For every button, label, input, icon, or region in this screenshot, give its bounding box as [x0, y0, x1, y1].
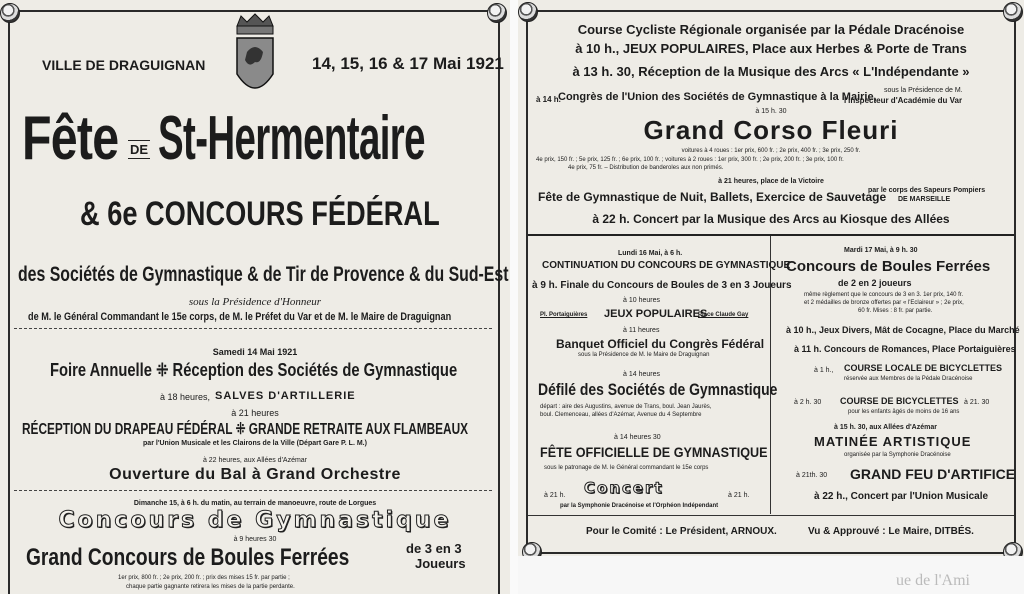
presidence-line: de M. le Général Commandant le 15e corps, de M. le Préfet du Var et de M. le Maire de Draguignan: [28, 311, 452, 323]
lundi-finale: à 9 h. Finale du Concours de Boules de 3 en 3 Joueurs: [532, 280, 792, 291]
prix-line-2: chaque partie gagnante retirera les mises de la partie perdante.: [126, 584, 295, 590]
mardi-final-concert: à 22 h., Concert par l'Union Musicale: [814, 491, 989, 502]
ball-ornament-icon: [0, 3, 20, 23]
lundi-concert-left: à 21 h.: [544, 492, 566, 499]
salves-time: à 18 heures,: [160, 392, 211, 402]
boules-title: Grand Concours de Boules Ferrées: [26, 544, 350, 571]
divider: [14, 490, 492, 491]
mardi-course2: COURSE DE BICYCLETTES: [840, 396, 959, 406]
bal-time: à 22 heures, aux Allées d'Azémar: [202, 457, 308, 464]
nuit-time: à 21 heures, place de la Victoire: [718, 178, 824, 185]
subtitle-societies: des Sociétés de Gymnastique & de Tir de Provence & du Sud-Est: [18, 263, 509, 286]
mardi-regl-2: et 2 médailles de bronze offertes par « l'Eclaireur » ; 2e prix,: [804, 300, 964, 306]
prix-line-1: 1er prix, 800 fr. ; 2e prix, 200 fr. ; prix des mises 15 fr. par partie ;: [118, 575, 290, 581]
title-saint: St-Hermentaire: [158, 104, 425, 173]
mardi-course2-right: à 21. 30: [964, 399, 990, 406]
musique-arcs-line: à 13 h. 30, Réception de la Musique des Arcs « L'Indépendante »: [572, 64, 970, 79]
samedi-date: Samedi 14 Mai 1921: [212, 347, 298, 357]
lundi-defile-sub-1: départ : aire des Augustins, avenue de Trans, boul. Jean Jaurès,: [540, 404, 712, 410]
column-divider: [770, 236, 771, 514]
foire-line: Foire Annuelle ⁜ Réception des Sociétés de Gymnastique: [50, 360, 458, 380]
lundi-t1430: à 14 heures 30: [614, 434, 661, 441]
title-fete: Fête: [22, 104, 119, 173]
boules-side-1: de 3 en 3: [406, 541, 462, 556]
congres-time: à 14 h.: [536, 95, 561, 104]
dimanche-line: Dimanche 15, à 6 h. du matin, au terrain de manoeuvre, route de Lorgues: [133, 500, 377, 507]
lundi-t11: à 11 heures: [623, 327, 660, 334]
mardi-boules: Concours de Boules Ferrées: [786, 258, 991, 275]
corso-prix-1: voitures à 4 roues : 1er prix, 600 fr. ; 2e prix, 400 fr. ; 3e prix, 250 fr.: [681, 148, 861, 154]
boules-time: à 9 heures 30: [233, 536, 277, 543]
page-gutter: [510, 0, 518, 594]
bleed-through-text: ue de l'Ami: [896, 572, 970, 589]
concert-kiosque-line: à 22 h. Concert par la Musique des Arcs au Kiosque des Allées: [592, 212, 950, 226]
event-dates: 14, 15, 16 & 17 Mai 1921: [312, 54, 504, 73]
city-name: VILLE DE DRAGUIGNAN: [42, 57, 206, 73]
footer-president: Pour le Comité : Le Président, ARNOUX.: [586, 526, 777, 537]
presidence-heading: sous la Présidence d'Honneur: [188, 296, 322, 308]
lundi-concert-title: Concert: [584, 479, 664, 497]
mardi-date: Mardi 17 Mai, à 9 h. 30: [844, 247, 918, 254]
lundi-concert-right: à 21 h.: [728, 492, 750, 499]
lundi-continuation: CONTINUATION DU CONCOURS DE GYMNASTIQUE: [542, 260, 791, 271]
course-cycliste: Course Cycliste Régionale organisée par la Pédale Dracénoise: [577, 22, 965, 37]
divider: [528, 515, 1014, 516]
mardi-matinee-sub: organisée par la Symphonie Dracénoise: [844, 452, 951, 458]
lundi-fete-sub: sous le patronage de M. le Général commandant le 15e corps: [544, 465, 709, 471]
lundi-t14: à 14 heures: [623, 371, 660, 378]
mardi-course-sub: réservée aux Membres de la Pédale Dracénoise: [844, 376, 973, 382]
corso-title: Grand Corso Fleuri: [643, 115, 899, 145]
reception-time: à 21 heures: [231, 408, 279, 418]
congres-line: Congrès de l'Union des Sociétés de Gymnastique à la Mairie,: [558, 91, 877, 103]
lundi-t10: à 10 heures: [623, 297, 660, 304]
concours-gymnastique-title: Concours de Gymnastique: [58, 508, 452, 533]
title-concours: & 6e CONCOURS FÉDÉRAL: [80, 195, 440, 233]
ball-ornament-icon: [1003, 2, 1023, 22]
mardi-course-time: à 1 h.,: [814, 367, 834, 374]
lundi-banquet-sub: sous la Présidence de M. le Maire de Draguignan: [578, 352, 710, 358]
mardi-divers: à 10 h., Jeux Divers, Mât de Cocagne, Place du Marché: [786, 325, 1020, 335]
lundi-concert-sub: par la Symphonie Dracénoise et l'Orphéon Indépendant: [560, 503, 719, 509]
title-de: DE: [130, 142, 149, 157]
lundi-banquet: Banquet Officiel du Congrès Fédéral: [556, 337, 765, 351]
mardi-matinee: MATINÉE ARTISTIQUE: [814, 434, 972, 449]
lundi-jeux: JEUX POPULAIRES: [604, 308, 708, 320]
coat-of-arms-icon: [233, 12, 277, 102]
mardi-boules-sub: de 2 en 2 joueurs: [838, 278, 912, 288]
congres-sub-2: l'Inspecteur d'Académie du Var: [844, 96, 963, 105]
lundi-date: Lundi 16 Mai, à 6 h.: [618, 250, 683, 257]
mardi-matinee-time: à 15 h. 30, aux Allées d'Azémar: [834, 424, 937, 431]
corso-time: à 15 h. 30: [755, 108, 787, 115]
congres-sub-1: sous la Présidence de M.: [884, 87, 963, 94]
lundi-fete-officielle: FÊTE OFFICIELLE DE GYMNASTIQUE: [540, 444, 768, 460]
ball-ornament-icon: [487, 3, 507, 23]
mardi-regl-1: même règlement que le concours de 3 en 3. 1er prix, 140 fr.: [804, 292, 964, 298]
divider: [14, 328, 492, 329]
nuit-sub-1: par le corps des Sapeurs Pompiers: [868, 187, 986, 194]
mardi-course2-left: à 2 h. 30: [794, 399, 822, 406]
footer-maire: Vu & Approuvé : Le Maire, DITBÉS.: [808, 526, 974, 537]
mardi-feu-time: à 21th. 30: [796, 472, 828, 479]
salves-line: SALVES D'ARTILLERIE: [215, 390, 356, 402]
left-poster-page: [0, 0, 510, 594]
mardi-course: COURSE LOCALE DE BICYCLETTES: [844, 363, 1003, 373]
right-poster-page: [518, 0, 1024, 594]
lundi-jeux-left: Pl. Portaiguières: [540, 312, 588, 318]
nuit-line: Fête de Gymnastique de Nuit, Ballets, Exercice de Sauvetage: [538, 190, 887, 204]
boules-side-2: Joueurs: [415, 556, 466, 571]
lundi-defile-sub-2: boul. Clemenceau, allées d'Azémar, Avenue du 4 Septembre: [540, 412, 702, 418]
mardi-romances: à 11 h. Concours de Romances, Place Portaiguières: [794, 344, 1016, 354]
mardi-feu: GRAND FEU D'ARTIFICE: [850, 466, 1016, 482]
mardi-course2-sub: pour les enfants âgés de moins de 16 ans: [848, 409, 960, 415]
mardi-regl-3: 60 fr. Mises : 8 fr. par partie.: [858, 308, 933, 314]
lundi-defile: Défilé des Sociétés de Gymnastique: [538, 380, 778, 399]
ball-ornament-icon: [518, 2, 538, 22]
jeux-populaires-line: à 10 h., JEUX POPULAIRES, Place aux Herbes & Porte de Trans: [575, 41, 967, 56]
bal-line: Ouverture du Bal à Grand Orchestre: [109, 466, 401, 483]
nuit-sub-2: DE MARSEILLE: [898, 196, 951, 203]
corso-prix-3: 4e prix, 75 fr. – Distribution de banderoles aux non primés.: [568, 165, 724, 171]
reception-sub: par l'Union Musicale et les Clairons de la Ville (Départ Gare P. L. M.): [143, 440, 367, 447]
corso-prix-2: 4e prix, 150 fr. ; 5e prix, 125 fr. ; 6e prix, 100 fr. ; voitures à 2 roues : 1er prix, 300 fr. ; 2e prix, 200 fr. ; 3e prix, 100 fr.: [536, 157, 844, 163]
divider: [528, 234, 1014, 236]
reception-line: RÉCEPTION DU DRAPEAU FÉDÉRAL ⁜ GRANDE RETRAITE AUX FLAMBEAUX: [22, 421, 469, 438]
lundi-jeux-right: Place Claude Gay: [698, 312, 749, 318]
